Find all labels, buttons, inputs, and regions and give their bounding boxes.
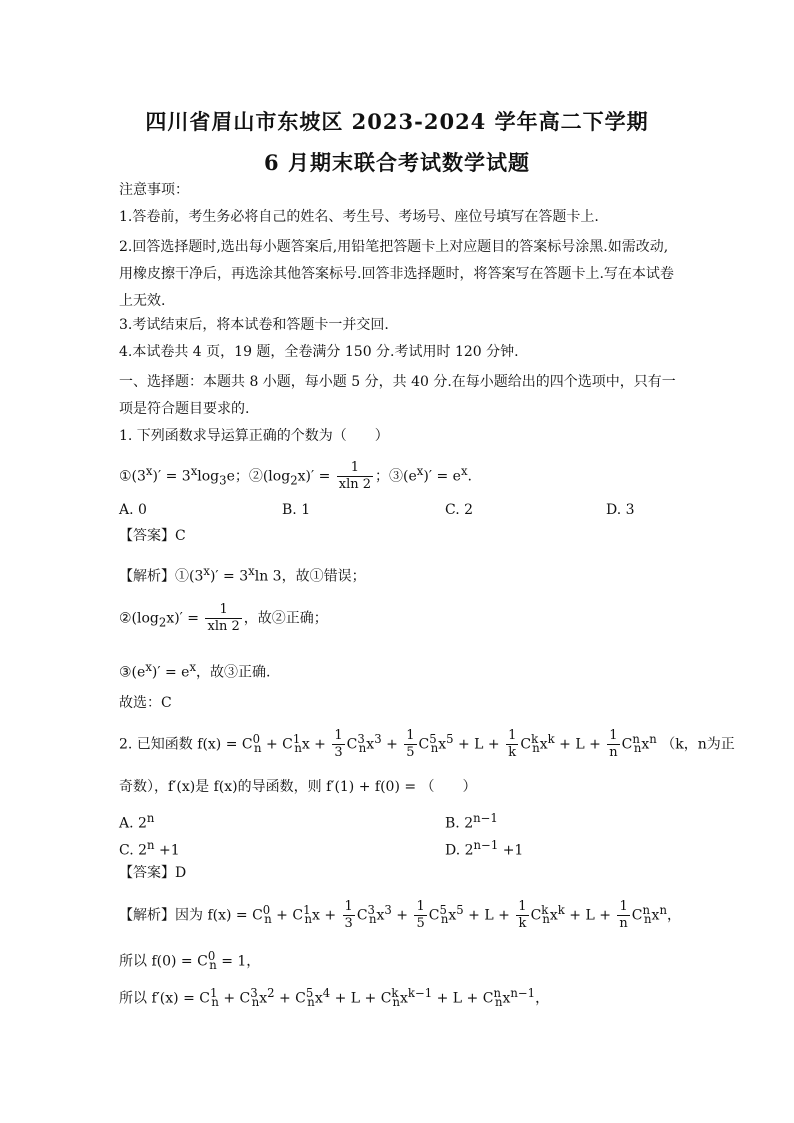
section-heading: 一、选择题：本题共 8 小题，每小题 5 分，共 40 分.在每小题给出的四个选项中，只有一项是符合题目要求的. (119, 374, 676, 417)
note-3: 3.考试结束后，将本试卷和答题卡一并交回. (119, 317, 389, 333)
q1-analysis-1: 【解析】$①(3^x)' = 3^x\ln$ 3，故①错误； (119, 564, 366, 585)
q1-stem: 1. 下列函数求导运算正确的个数为（ ） (119, 428, 389, 444)
q1-items: $①(3^x)' = 3^x\log_3e$；$②(\log_2x)'$ = $\frac{1}{xln 2}$ ；$③(e^x)' = e^x$. (119, 460, 472, 492)
q1-option-d: D. 3 (606, 502, 635, 518)
title-line-1: 四川省眉山市东坡区 2023-2024 学年高二下学期 (145, 109, 649, 134)
q1-option-b: B. 1 (282, 502, 311, 518)
q2-stem-line-1: 2. 已知函数 $f(x) = C^0_n + C^1_nx$ + $\frac{1}{3}$ $C^3_nx^3$ + $\frac{1}{5}$ $C^5_nx^5 + L$ + $\frac{1}{k}$ $C^k_nx^k + L$ + $\frac{1}{n}$ $C^n_nx^n$ （k，n为正 (119, 728, 735, 760)
q2-stem-line-2: 奇数），f′(x)是 f(x)的导函数，则 f′(1) + f(0) = （ ） (119, 779, 477, 795)
q1-option-c: C. 2 (445, 502, 474, 518)
q2-analysis-3: 所以 $f'(x) = C^1_n + C^3_nx^2 + C^5_nx^4 + L + C^k_nx^{k-1} + L + C^n_nx^{n-1}$， (119, 986, 550, 1010)
q2-option-d: D. $2^{n-1} +1$ (445, 838, 524, 859)
title-line-2: 6 月期末联合考试数学试题 (264, 150, 530, 175)
note-4: 4.本试卷共 4 页，19 题，全卷满分 150 分.考试用时 120 分钟. (119, 344, 519, 360)
q2-answer: 【答案】D (119, 865, 187, 881)
q2-option-a: A. 2$^n$ (119, 811, 155, 832)
q1-conclusion: 故选：C (119, 695, 172, 711)
q1-analysis-3: $③(e^x)' = e^x$，故③正确. (119, 660, 271, 681)
q2-option-b: B. $2^{n-1}$ (445, 811, 498, 832)
note-1: 1.答卷前，考生务必将自己的姓名、考生号、考场号、座位号填写在答题卡上. (119, 209, 599, 225)
q2-analysis-2: 所以 $f(0) = C^0_n = 1$， (119, 949, 261, 973)
notes-heading: 注意事项： (119, 182, 189, 198)
note-2: 2.回答选择题时,选出每小题答案后,用铅笔把答题卡上对应题目的答案标号涂黑.如需改动,用橡皮擦干净后，再选涂其他答案标号.回答非选择题时，将答案写在答题卡上.写在本试卷上无效. (119, 239, 674, 309)
q1-analysis-2: $②(\log_2x)'$ = $\frac{1}{xln 2}$ ，故②正确； (119, 602, 328, 634)
q1-option-a: A. 0 (119, 502, 147, 518)
q1-answer: 【答案】C (119, 528, 186, 544)
q2-option-c: C. $2^n +1$ (119, 838, 180, 859)
q2-analysis-1: 【解析】因为 $f(x) = C^0_n + C^1_nx$ + $\frac{1}{3}$ $C^3_nx^3$ + $\frac{1}{5}$ $C^5_nx^5 + L$ + $\frac{1}{k}$ $C^k_nx^k + L$ + $\frac{1}{n}$ $C^n_nx^n$， (119, 899, 681, 931)
